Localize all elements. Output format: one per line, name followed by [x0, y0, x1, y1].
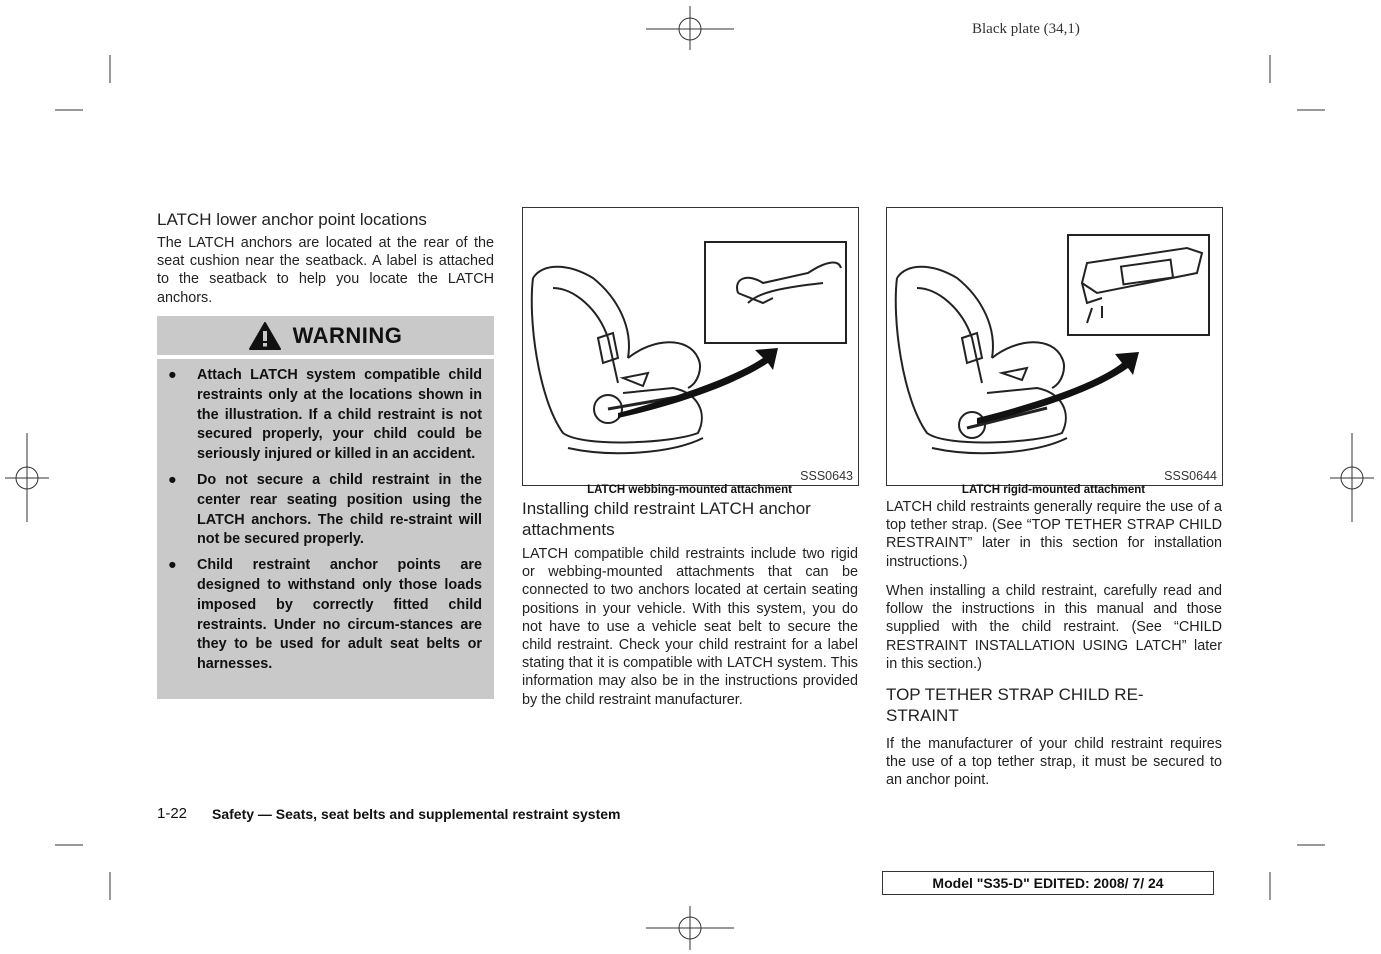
footer-section-title: Safety — Seats, seat belts and supplemental restraint system	[212, 806, 621, 822]
latch-tether-paragraph: LATCH child restraints generally require the use of a top tether strap. (See “TOP TETHER STRAP CHILD RESTRAINT” later in this section for installation instructions.)	[886, 499, 1222, 570]
figure-caption: LATCH webbing-mounted attachment	[587, 484, 792, 496]
figure-code: SSS0644	[1164, 469, 1217, 483]
section-heading-top-tether: TOP TETHER STRAP CHILD RE-STRAINT	[886, 685, 1144, 725]
section-heading-installing-latch: Installing child restraint LATCH anchor attachments	[522, 499, 811, 539]
warning-divider	[157, 355, 494, 359]
warning-item	[168, 556, 482, 675]
figure-webbing-attachment	[522, 207, 859, 486]
warning-item-text: Do not secure a child restraint in the center rear seating position using the LATCH anchors. The child re-straint will not be secured properly.	[197, 471, 482, 548]
page-number: 1-22	[157, 805, 188, 822]
latch-locations-paragraph: The LATCH anchors are located at the rear of the seat cushion near the seatback. A label is attached to the seatback to help you locate the LATCH anchors.	[157, 235, 494, 306]
seat-webbing-illustration	[523, 208, 858, 485]
seat-rigid-illustration	[887, 208, 1222, 485]
plate-label: Black plate (34,1)	[972, 21, 1080, 37]
warning-header	[157, 316, 494, 355]
figure-code: SSS0643	[800, 469, 853, 483]
installation-instructions-paragraph: When installing a child restraint, carefully read and follow the instructions in this manual and those supplied with the child restraint. (See “CHILD RESTRAINT INSTALLATION USING LATCH” later in this section.)	[886, 583, 1222, 672]
warning-list	[168, 366, 482, 681]
installing-latch-paragraph: LATCH compatible child restraints include two rigid or webbing-mounted attachments that can be connected to two anchors located at certain seating positions in your vehicle. With this system, you do not have to use a vehicle seat belt to secure the child restraint. Check your child restraint for a label stating that it is compatible with LATCH system. This information may also be in the instructions provided by the child restraint manufacturer.	[522, 546, 858, 708]
section-heading-latch-locations: LATCH lower anchor point locations	[157, 210, 427, 229]
warning-title: WARNING	[292, 322, 403, 348]
figure-rigid-attachment	[886, 207, 1223, 486]
bullet-icon: ●	[168, 367, 177, 383]
bullet-icon: ●	[168, 557, 177, 574]
warning-triangle-icon	[249, 322, 281, 350]
warning-item-text: Attach LATCH system compatible child restraints only at the locations shown in the illustration. If a child restraint is not secured properly, your child could be seriously injured or killed in an accident.	[197, 367, 482, 463]
bullet-icon: ●	[168, 471, 177, 488]
warning-item	[168, 471, 482, 550]
warning-item-text: Child restraint anchor points are designed to withstand only those loads imposed by correctly fitted child restraints. Under no circum-stances are they to be used for adult seat belts or harnesses.	[197, 557, 482, 673]
model-edited-box: Model "S35-D" EDITED: 2008/ 7/ 24	[882, 871, 1214, 895]
figure-caption: LATCH rigid-mounted attachment	[961, 484, 1146, 496]
top-tether-paragraph: If the manufacturer of your child restraint requires the use of a top tether strap, it must be secured to an anchor point.	[886, 736, 1222, 789]
warning-item	[168, 366, 482, 465]
